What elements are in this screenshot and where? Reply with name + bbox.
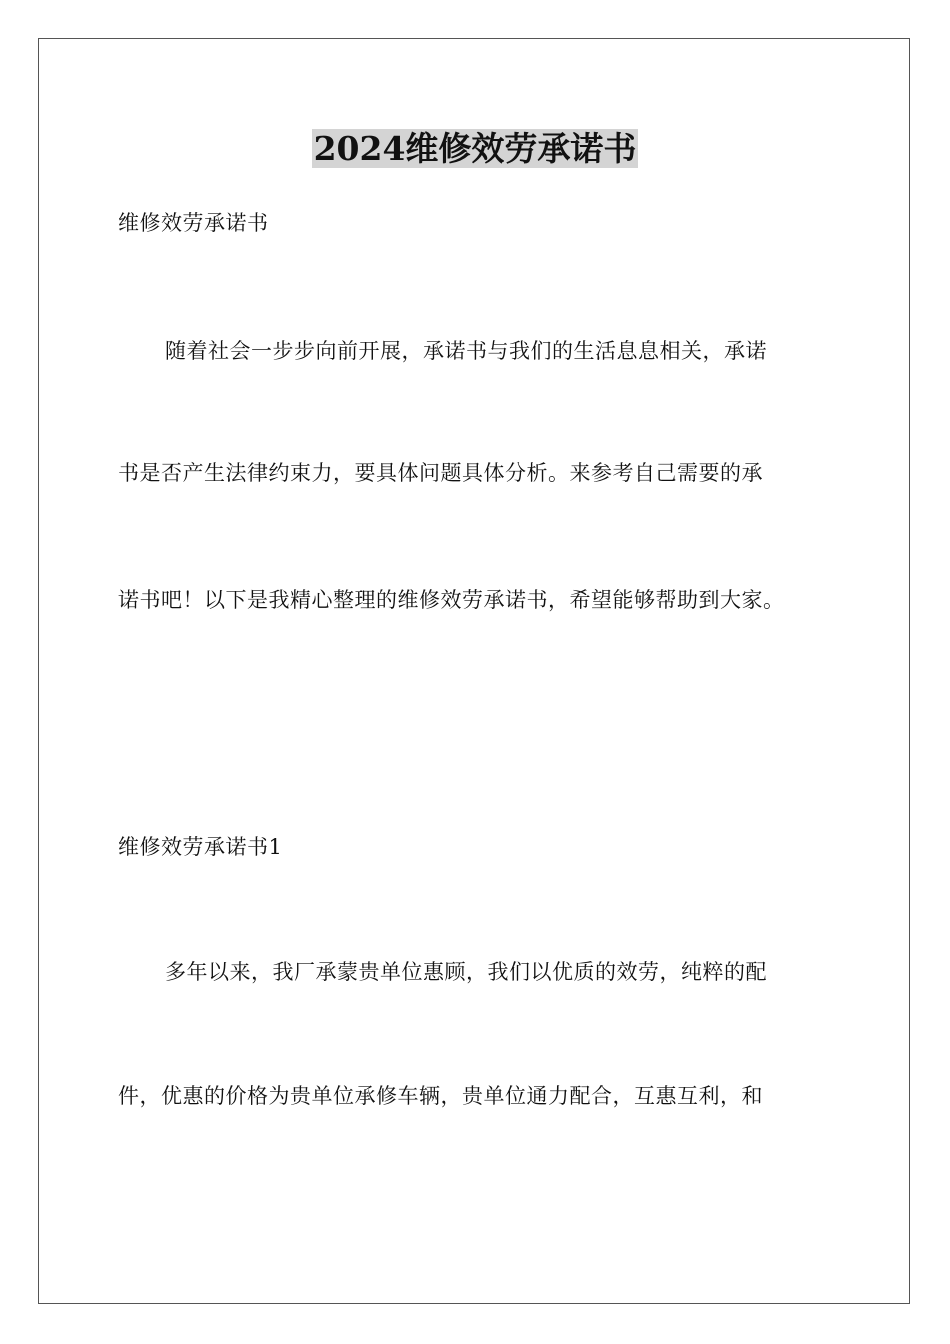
section-line-1: 多年以来，我厂承蒙贵单位惠顾，我们以优质的效劳，纯粹的配 [165, 960, 767, 984]
intro-line-3: 诺书吧！以下是我精心整理的维修效劳承诺书，希望能够帮助到大家。 [118, 588, 785, 612]
document-subtitle: 维修效劳承诺书 [118, 211, 269, 235]
document-title-text: 2024维修效劳承诺书 [313, 129, 637, 168]
section-line-2: 件，优惠的价格为贵单位承修车辆，贵单位通力配合，互惠互利，和 [118, 1084, 763, 1108]
section-heading: 维修效劳承诺书1 [118, 835, 283, 859]
document-title [0, 126, 950, 172]
intro-line-1: 随着社会一步步向前开展，承诺书与我们的生活息息相关，承诺 [165, 339, 767, 363]
intro-line-2: 书是否产生法律约束力，要具体问题具体分析。来参考自己需要的承 [118, 461, 763, 485]
